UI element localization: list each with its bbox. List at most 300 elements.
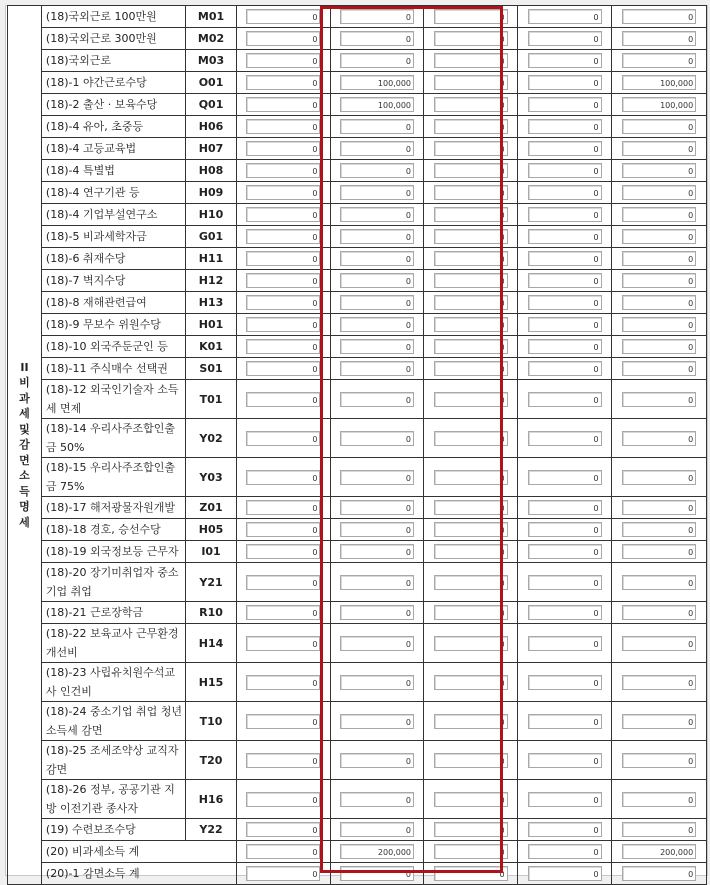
- amount-input[interactable]: 0: [246, 141, 320, 156]
- amount-input[interactable]: 0: [528, 500, 602, 515]
- amount-input[interactable]: 0: [528, 141, 602, 156]
- table-row: [8, 358, 707, 380]
- amount-input[interactable]: 0: [434, 75, 508, 90]
- amount-cell: [424, 336, 518, 358]
- row-code: O01: [185, 72, 236, 94]
- row-code: H01: [185, 314, 236, 336]
- amount-input[interactable]: 0: [528, 251, 602, 266]
- amount-cell: [330, 563, 424, 602]
- amount-cell: [612, 419, 707, 458]
- total-cell: [612, 863, 707, 885]
- table-row: [8, 72, 707, 94]
- amount-cell: [330, 624, 424, 663]
- amount-input[interactable]: 0: [434, 207, 508, 222]
- amount-input[interactable]: 100,000: [622, 75, 696, 90]
- row-code: H10: [185, 204, 236, 226]
- amount-cell: [424, 624, 518, 663]
- amount-cell: [612, 314, 707, 336]
- amount-cell: [237, 563, 331, 602]
- amount-cell: [424, 780, 518, 819]
- amount-input[interactable]: 0: [622, 575, 696, 590]
- section-title-char: 명: [19, 500, 30, 514]
- amount-cell: [237, 419, 331, 458]
- amount-input[interactable]: 0: [622, 361, 696, 376]
- amount-input[interactable]: 0: [528, 636, 602, 651]
- amount-input[interactable]: 0: [246, 31, 320, 46]
- row-label: (18)-7 벽지수당: [41, 270, 185, 292]
- row-label: (18)-8 재해관련급여: [41, 292, 185, 314]
- amount-input[interactable]: 0: [528, 273, 602, 288]
- amount-cell: [237, 624, 331, 663]
- row-label: (18)-15 우리사주조합인출금 75%: [41, 458, 185, 497]
- total-row: [8, 863, 707, 885]
- amount-input[interactable]: 0: [622, 675, 696, 690]
- amount-input[interactable]: 0: [340, 317, 414, 332]
- amount-input[interactable]: 0: [622, 185, 696, 200]
- row-label: (18)-11 주식매수 선택권: [41, 358, 185, 380]
- total-label: (20) 비과세소득 계: [41, 841, 236, 863]
- total-label: (20)-1 감면소득 계: [41, 863, 236, 885]
- total-input[interactable]: 0: [340, 866, 414, 881]
- table-row: [8, 116, 707, 138]
- amount-cell: [424, 72, 518, 94]
- amount-input[interactable]: 0: [622, 470, 696, 485]
- amount-input[interactable]: 0: [340, 31, 414, 46]
- amount-input[interactable]: 0: [528, 714, 602, 729]
- table-row: [8, 419, 707, 458]
- amount-cell: [237, 314, 331, 336]
- amount-cell: [517, 248, 612, 270]
- amount-input[interactable]: 0: [246, 163, 320, 178]
- amount-input[interactable]: 0: [434, 9, 508, 24]
- table-row: [8, 182, 707, 204]
- amount-input[interactable]: 0: [246, 675, 320, 690]
- amount-input[interactable]: 0: [622, 119, 696, 134]
- amount-input[interactable]: 0: [622, 251, 696, 266]
- amount-input[interactable]: 0: [622, 317, 696, 332]
- row-code: Y03: [185, 458, 236, 497]
- amount-input[interactable]: 0: [434, 339, 508, 354]
- amount-input[interactable]: 0: [246, 75, 320, 90]
- amount-cell: [612, 182, 707, 204]
- total-cell: [237, 841, 331, 863]
- total-input[interactable]: 0: [528, 866, 602, 881]
- amount-input[interactable]: 0: [622, 753, 696, 768]
- amount-input[interactable]: 0: [340, 361, 414, 376]
- amount-input[interactable]: 0: [340, 53, 414, 68]
- amount-input[interactable]: 0: [528, 544, 602, 559]
- amount-input[interactable]: 0: [622, 522, 696, 537]
- amount-cell: [612, 380, 707, 419]
- amount-input[interactable]: 100,000: [622, 97, 696, 112]
- amount-input[interactable]: 0: [622, 792, 696, 807]
- amount-input[interactable]: 0: [622, 636, 696, 651]
- amount-input[interactable]: 0: [434, 431, 508, 446]
- amount-cell: [330, 458, 424, 497]
- amount-input[interactable]: 0: [528, 792, 602, 807]
- amount-input[interactable]: 0: [622, 31, 696, 46]
- amount-cell: [330, 292, 424, 314]
- amount-input[interactable]: 0: [246, 207, 320, 222]
- amount-cell: [424, 6, 518, 28]
- table-row: [8, 497, 707, 519]
- amount-input[interactable]: 0: [340, 207, 414, 222]
- amount-input[interactable]: 0: [340, 9, 414, 24]
- amount-input[interactable]: 0: [434, 575, 508, 590]
- amount-input[interactable]: 0: [434, 675, 508, 690]
- amount-input[interactable]: 0: [340, 753, 414, 768]
- amount-cell: [517, 138, 612, 160]
- row-code: T01: [185, 380, 236, 419]
- amount-cell: [612, 780, 707, 819]
- table-row: [8, 458, 707, 497]
- table-row: [8, 336, 707, 358]
- total-input[interactable]: 0: [434, 866, 508, 881]
- amount-input[interactable]: 0: [246, 185, 320, 200]
- amount-input[interactable]: 0: [340, 119, 414, 134]
- total-input[interactable]: 0: [246, 866, 320, 881]
- amount-input[interactable]: 0: [246, 273, 320, 288]
- table-row: [8, 160, 707, 182]
- amount-input[interactable]: 0: [246, 119, 320, 134]
- amount-input[interactable]: 0: [246, 522, 320, 537]
- amount-input[interactable]: 0: [528, 75, 602, 90]
- amount-input[interactable]: 0: [622, 163, 696, 178]
- amount-cell: [237, 519, 331, 541]
- amount-cell: [517, 741, 612, 780]
- amount-input[interactable]: 0: [246, 822, 320, 837]
- amount-input[interactable]: 0: [528, 185, 602, 200]
- amount-cell: [612, 663, 707, 702]
- row-code: G01: [185, 226, 236, 248]
- amount-input[interactable]: 0: [528, 163, 602, 178]
- amount-cell: [517, 314, 612, 336]
- section-title-char: 과: [19, 391, 30, 405]
- row-label: (19) 수련보조수당: [41, 819, 185, 841]
- amount-input[interactable]: 0: [340, 575, 414, 590]
- amount-cell: [424, 663, 518, 702]
- amount-input[interactable]: 0: [340, 714, 414, 729]
- amount-input[interactable]: 0: [622, 273, 696, 288]
- amount-input[interactable]: 0: [246, 53, 320, 68]
- amount-cell: [612, 204, 707, 226]
- amount-cell: [424, 380, 518, 419]
- amount-input[interactable]: 0: [246, 431, 320, 446]
- amount-cell: [517, 663, 612, 702]
- total-input[interactable]: 0: [622, 866, 696, 881]
- amount-input[interactable]: 0: [528, 207, 602, 222]
- amount-input[interactable]: 0: [434, 97, 508, 112]
- row-code: S01: [185, 358, 236, 380]
- amount-cell: [517, 116, 612, 138]
- amount-input[interactable]: 0: [622, 714, 696, 729]
- amount-input[interactable]: 0: [246, 97, 320, 112]
- amount-input[interactable]: 0: [340, 229, 414, 244]
- amount-input[interactable]: 0: [340, 392, 414, 407]
- total-input[interactable]: 200,000: [340, 844, 414, 859]
- row-code: Z01: [185, 497, 236, 519]
- amount-input[interactable]: 0: [434, 544, 508, 559]
- amount-input[interactable]: 0: [622, 229, 696, 244]
- amount-input[interactable]: 0: [340, 141, 414, 156]
- amount-cell: [330, 270, 424, 292]
- row-code: Y22: [185, 819, 236, 841]
- total-cell: [330, 863, 424, 885]
- amount-input[interactable]: 0: [622, 141, 696, 156]
- amount-cell: [424, 160, 518, 182]
- amount-cell: [517, 358, 612, 380]
- amount-input[interactable]: 0: [434, 53, 508, 68]
- row-label: (18)국외근로 100만원: [41, 6, 185, 28]
- amount-input[interactable]: 0: [528, 361, 602, 376]
- amount-input[interactable]: 0: [246, 295, 320, 310]
- row-code: M01: [185, 6, 236, 28]
- table-row: [8, 819, 707, 841]
- total-input[interactable]: 200,000: [622, 844, 696, 859]
- amount-cell: [424, 358, 518, 380]
- total-input[interactable]: 0: [246, 844, 320, 859]
- total-cell: [424, 863, 518, 885]
- amount-input[interactable]: 0: [434, 251, 508, 266]
- total-cell: [612, 841, 707, 863]
- amount-cell: [612, 160, 707, 182]
- amount-input[interactable]: 0: [528, 392, 602, 407]
- amount-input[interactable]: 0: [246, 753, 320, 768]
- amount-cell: [237, 292, 331, 314]
- amount-cell: [424, 497, 518, 519]
- amount-input[interactable]: 100,000: [340, 75, 414, 90]
- amount-input[interactable]: 0: [434, 141, 508, 156]
- amount-cell: [612, 624, 707, 663]
- amount-input[interactable]: 0: [434, 229, 508, 244]
- amount-input[interactable]: 100,000: [340, 97, 414, 112]
- amount-input[interactable]: 0: [434, 273, 508, 288]
- amount-input[interactable]: 0: [622, 9, 696, 24]
- table-row: [8, 94, 707, 116]
- amount-input[interactable]: 0: [246, 500, 320, 515]
- row-code: Y02: [185, 419, 236, 458]
- amount-input[interactable]: 0: [340, 273, 414, 288]
- amount-input[interactable]: 0: [340, 163, 414, 178]
- amount-input[interactable]: 0: [528, 317, 602, 332]
- amount-cell: [330, 204, 424, 226]
- amount-cell: [517, 204, 612, 226]
- amount-input[interactable]: 0: [340, 185, 414, 200]
- amount-input[interactable]: 0: [622, 207, 696, 222]
- amount-input[interactable]: 0: [340, 431, 414, 446]
- row-code: M03: [185, 50, 236, 72]
- amount-input[interactable]: 0: [246, 636, 320, 651]
- amount-input[interactable]: 0: [340, 544, 414, 559]
- amount-input[interactable]: 0: [246, 9, 320, 24]
- amount-input[interactable]: 0: [622, 392, 696, 407]
- total-input[interactable]: 0: [434, 844, 508, 859]
- table-row: [8, 541, 707, 563]
- amount-input[interactable]: 0: [340, 636, 414, 651]
- amount-cell: [517, 226, 612, 248]
- amount-cell: [517, 292, 612, 314]
- amount-cell: [424, 50, 518, 72]
- amount-input[interactable]: 0: [340, 470, 414, 485]
- amount-cell: [612, 563, 707, 602]
- amount-input[interactable]: 0: [622, 339, 696, 354]
- amount-cell: [237, 182, 331, 204]
- row-code: H07: [185, 138, 236, 160]
- amount-cell: [237, 819, 331, 841]
- amount-cell: [424, 270, 518, 292]
- amount-input[interactable]: 0: [434, 119, 508, 134]
- amount-cell: [612, 226, 707, 248]
- amount-cell: [330, 497, 424, 519]
- non-taxable-income-table: [7, 5, 707, 885]
- amount-input[interactable]: 0: [434, 392, 508, 407]
- amount-cell: [330, 780, 424, 819]
- amount-input[interactable]: 0: [528, 9, 602, 24]
- amount-cell: [612, 541, 707, 563]
- amount-input[interactable]: 0: [528, 229, 602, 244]
- amount-input[interactable]: 0: [528, 822, 602, 837]
- amount-input[interactable]: 0: [434, 822, 508, 837]
- amount-input[interactable]: 0: [622, 431, 696, 446]
- row-code: H12: [185, 270, 236, 292]
- total-input[interactable]: 0: [528, 844, 602, 859]
- row-label: (18)-4 기업부설연구소: [41, 204, 185, 226]
- amount-input[interactable]: 0: [528, 522, 602, 537]
- amount-input[interactable]: 0: [528, 675, 602, 690]
- amount-cell: [612, 138, 707, 160]
- amount-input[interactable]: 0: [246, 251, 320, 266]
- row-label: (18)국외근로 300만원: [41, 28, 185, 50]
- amount-cell: [237, 458, 331, 497]
- amount-cell: [612, 72, 707, 94]
- amount-input[interactable]: 0: [434, 792, 508, 807]
- amount-cell: [424, 94, 518, 116]
- amount-input[interactable]: 0: [434, 295, 508, 310]
- amount-input[interactable]: 0: [528, 753, 602, 768]
- amount-input[interactable]: 0: [434, 636, 508, 651]
- amount-input[interactable]: 0: [622, 500, 696, 515]
- amount-input[interactable]: 0: [246, 339, 320, 354]
- table-row: [8, 314, 707, 336]
- amount-cell: [612, 519, 707, 541]
- amount-input[interactable]: 0: [528, 431, 602, 446]
- amount-input[interactable]: 0: [434, 317, 508, 332]
- amount-cell: [424, 204, 518, 226]
- amount-input[interactable]: 0: [340, 339, 414, 354]
- amount-input[interactable]: 0: [434, 522, 508, 537]
- amount-cell: [330, 160, 424, 182]
- amount-input[interactable]: 0: [528, 97, 602, 112]
- amount-input[interactable]: 0: [246, 361, 320, 376]
- amount-input[interactable]: 0: [340, 792, 414, 807]
- amount-input[interactable]: 0: [528, 605, 602, 620]
- amount-input[interactable]: 0: [434, 500, 508, 515]
- total-cell: [517, 841, 612, 863]
- amount-input[interactable]: 0: [622, 544, 696, 559]
- amount-input[interactable]: 0: [434, 163, 508, 178]
- table-row: [8, 602, 707, 624]
- amount-input[interactable]: 0: [528, 575, 602, 590]
- amount-cell: [612, 94, 707, 116]
- amount-input[interactable]: 0: [434, 753, 508, 768]
- amount-input[interactable]: 0: [622, 53, 696, 68]
- section-title-char: 면: [19, 453, 30, 467]
- amount-input[interactable]: 0: [340, 522, 414, 537]
- amount-cell: [330, 314, 424, 336]
- amount-cell: [237, 497, 331, 519]
- total-cell: [517, 863, 612, 885]
- amount-cell: [237, 248, 331, 270]
- amount-cell: [517, 702, 612, 741]
- row-code: H16: [185, 780, 236, 819]
- amount-cell: [612, 6, 707, 28]
- amount-input[interactable]: 0: [246, 392, 320, 407]
- amount-cell: [424, 563, 518, 602]
- amount-input[interactable]: 0: [434, 605, 508, 620]
- amount-input[interactable]: 0: [434, 714, 508, 729]
- amount-input[interactable]: 0: [434, 31, 508, 46]
- row-label: (18)-20 장기미취업자 중소기업 취업: [41, 563, 185, 602]
- amount-input[interactable]: 0: [622, 295, 696, 310]
- row-code: H14: [185, 624, 236, 663]
- amount-cell: [612, 248, 707, 270]
- amount-cell: [237, 28, 331, 50]
- amount-input[interactable]: 0: [528, 119, 602, 134]
- row-label: (18)-4 유아, 초중등: [41, 116, 185, 138]
- amount-input[interactable]: 0: [246, 714, 320, 729]
- amount-input[interactable]: 0: [340, 251, 414, 266]
- amount-input[interactable]: 0: [434, 185, 508, 200]
- amount-input[interactable]: 0: [434, 470, 508, 485]
- amount-cell: [330, 138, 424, 160]
- total-cell: [330, 841, 424, 863]
- amount-input[interactable]: 0: [246, 317, 320, 332]
- amount-cell: [237, 741, 331, 780]
- amount-cell: [330, 419, 424, 458]
- amount-cell: [612, 702, 707, 741]
- amount-cell: [424, 248, 518, 270]
- amount-input[interactable]: 0: [340, 500, 414, 515]
- amount-input[interactable]: 0: [622, 605, 696, 620]
- row-label: (18)국외근로: [41, 50, 185, 72]
- amount-input[interactable]: 0: [246, 792, 320, 807]
- amount-input[interactable]: 0: [246, 575, 320, 590]
- amount-cell: [237, 6, 331, 28]
- amount-input[interactable]: 0: [434, 361, 508, 376]
- amount-cell: [330, 380, 424, 419]
- amount-input[interactable]: 0: [246, 544, 320, 559]
- amount-input[interactable]: 0: [528, 295, 602, 310]
- amount-cell: [424, 226, 518, 248]
- amount-input[interactable]: 0: [246, 470, 320, 485]
- amount-input[interactable]: 0: [340, 605, 414, 620]
- amount-input[interactable]: 0: [528, 31, 602, 46]
- amount-cell: [237, 160, 331, 182]
- row-label: (18)-14 우리사주조합인출금 50%: [41, 419, 185, 458]
- amount-input[interactable]: 0: [528, 339, 602, 354]
- amount-input[interactable]: 0: [528, 470, 602, 485]
- amount-input[interactable]: 0: [246, 605, 320, 620]
- section-title-char: 득: [19, 484, 30, 498]
- amount-input[interactable]: 0: [340, 295, 414, 310]
- amount-input[interactable]: 0: [340, 675, 414, 690]
- amount-input[interactable]: 0: [246, 229, 320, 244]
- amount-cell: [330, 72, 424, 94]
- amount-input[interactable]: 0: [528, 53, 602, 68]
- amount-input[interactable]: 0: [622, 822, 696, 837]
- amount-input[interactable]: 0: [340, 822, 414, 837]
- table-row: [8, 519, 707, 541]
